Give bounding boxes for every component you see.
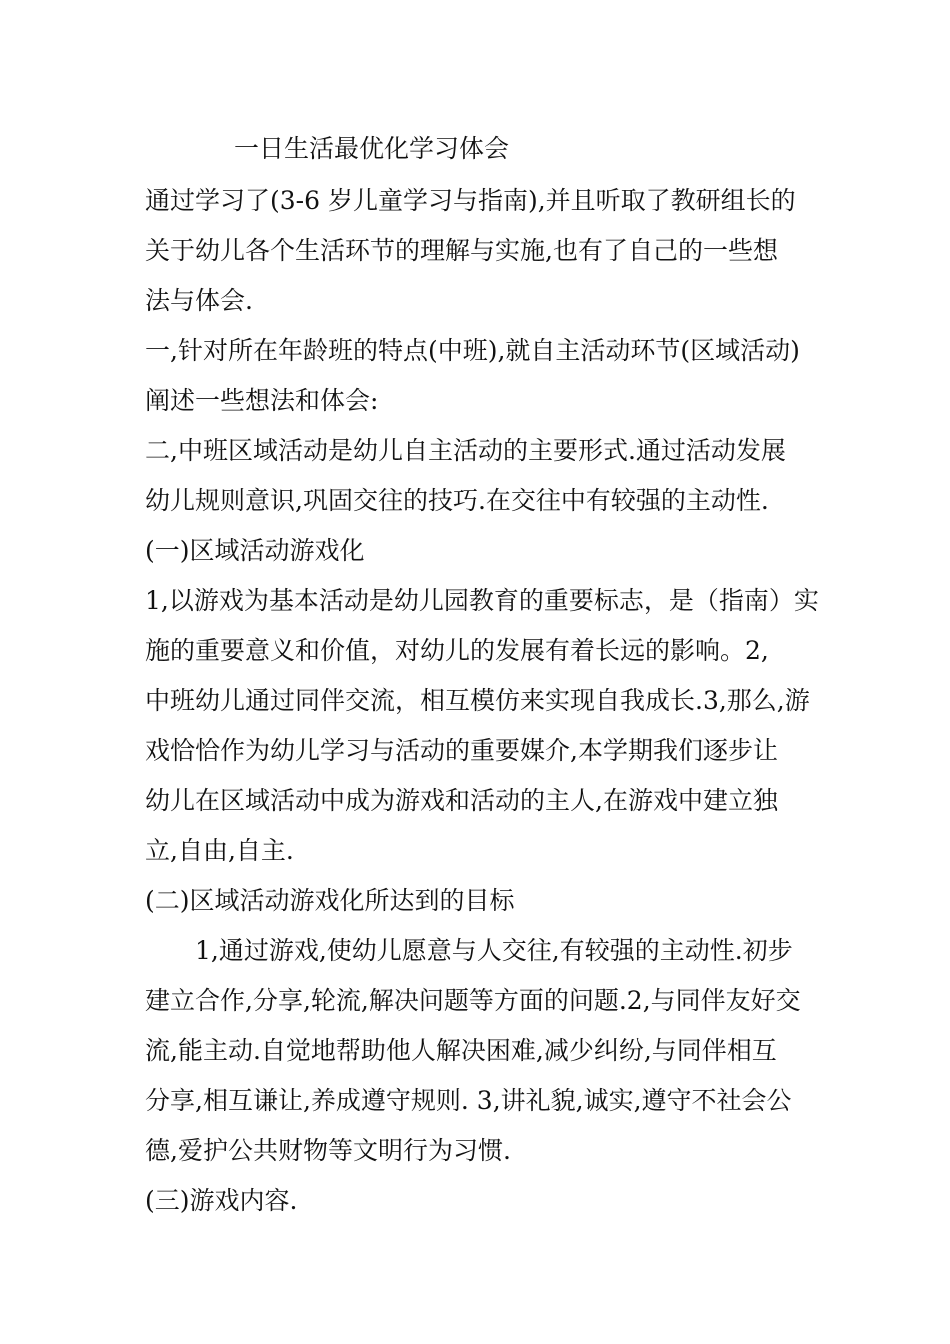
paragraph-line: 戏恰恰作为幼儿学习与活动的重要媒介,本学期我们逐步让 — [145, 736, 778, 765]
paragraph-line: 中班幼儿通过同伴交流，相互模仿来实现自我成长.3,那么,游 — [145, 686, 810, 715]
paragraph-line: 幼儿规则意识,巩固交往的技巧.在交往中有较强的主动性. — [145, 486, 769, 515]
paragraph-line: 德,爱护公共财物等文明行为习惯. — [145, 1136, 511, 1165]
paragraph-line: 分享,相互谦让,养成遵守规则. 3,讲礼貌,诚实,遵守不社会公 — [145, 1086, 792, 1115]
document-title: 一日生活最优化学习体会 — [234, 134, 510, 163]
paragraph-line: 二,中班区域活动是幼儿自主活动的主要形式.通过活动发展 — [145, 436, 786, 465]
paragraph-line: 关于幼儿各个生活环节的理解与实施,也有了自己的一些想 — [145, 236, 778, 265]
paragraph-line: 法与体会. — [145, 286, 253, 315]
paragraph-line: 施的重要意义和价值，对幼儿的发展有着长远的影响。2, — [145, 636, 769, 665]
paragraph-line: 1,以游戏为基本活动是幼儿园教育的重要标志，是（指南）实 — [145, 586, 819, 615]
paragraph-line: 阐述一些想法和体会: — [145, 386, 379, 415]
paragraph-line: 立,自由,自主. — [145, 836, 294, 865]
section-heading: (二)区域活动游戏化所达到的目标 — [145, 886, 515, 915]
paragraph-line: 建立合作,分享,轮流,解决问题等方面的问题.2,与同伴友好交 — [145, 986, 801, 1015]
paragraph-line: 流,能主动.自觉地帮助他人解决困难,减少纠纷,与同伴相互 — [145, 1036, 777, 1065]
paragraph-line: 1,通过游戏,使幼儿愿意与人交往,有较强的主动性.初步 — [195, 936, 793, 965]
paragraph-line: 幼儿在区域活动中成为游戏和活动的主人,在游戏中建立独 — [145, 786, 778, 815]
paragraph-line: 一,针对所在年龄班的特点(中班),就自主活动环节(区域活动) — [145, 336, 800, 365]
paragraph-line: 通过学习了(3-6 岁儿童学习与指南),并且听取了教研组长的 — [145, 186, 796, 215]
section-heading: (一)区域活动游戏化 — [145, 536, 365, 565]
section-heading: (三)游戏内容. — [145, 1186, 298, 1215]
